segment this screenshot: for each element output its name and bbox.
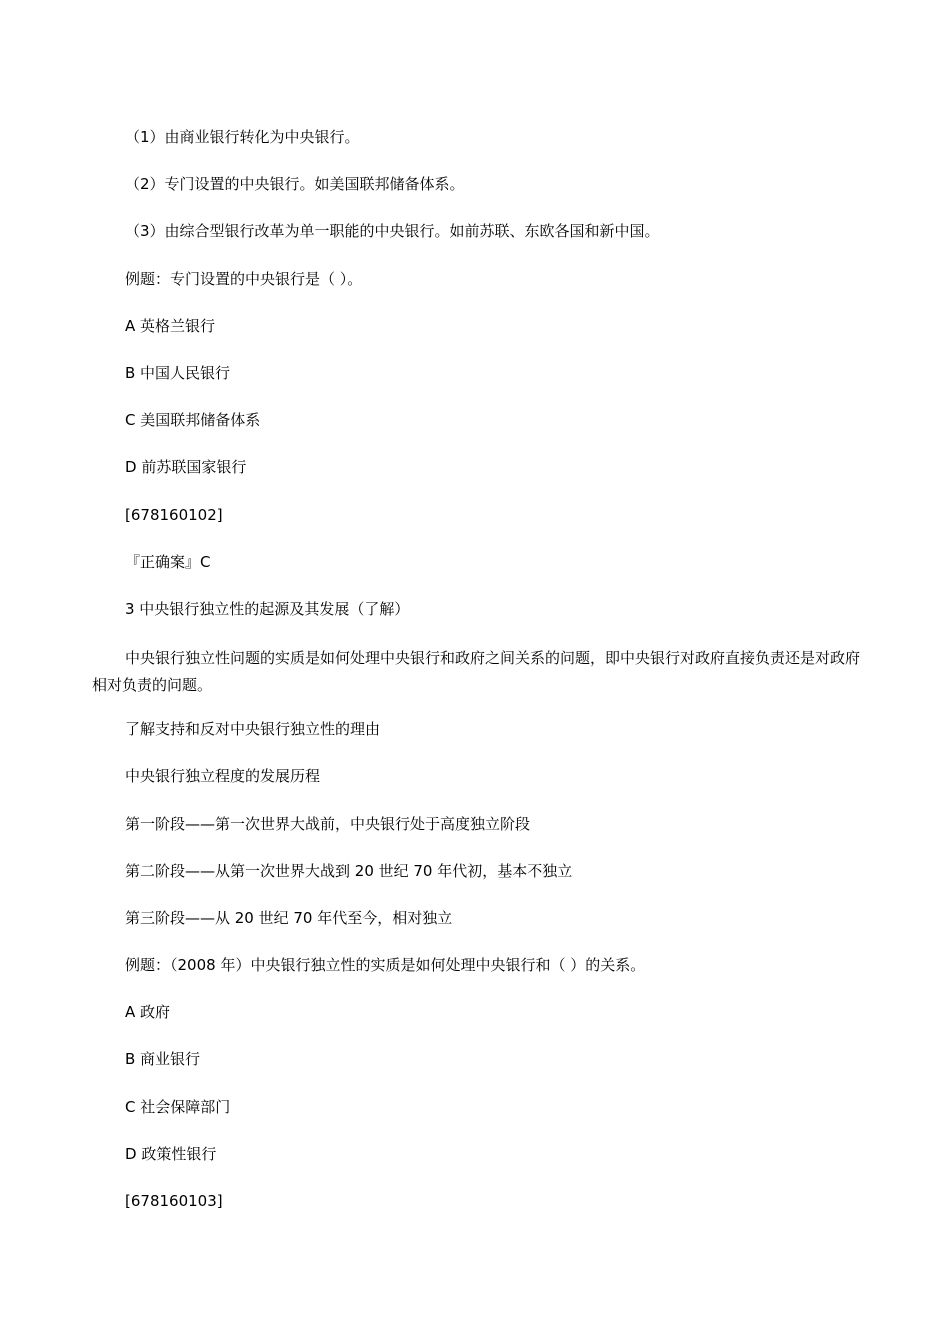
option-b-2: B 商业银行: [125, 1050, 201, 1068]
stage-3: 第三阶段——从 20 世纪 70 年代至今，相对独立: [125, 909, 453, 927]
origin-item-3: （3）由综合型银行改革为单一职能的中央银行。如前苏联、东欧各国和新中国。: [125, 222, 660, 240]
option-a-1: A 英格兰银行: [125, 317, 216, 335]
example-question-1: 例题：专门设置的中央银行是（ ）。: [125, 270, 363, 288]
origin-item-1: （1）由商业银行转化为中央银行。: [125, 128, 360, 146]
stage-1: 第一阶段——第一次世界大战前，中央银行处于高度独立阶段: [125, 815, 531, 833]
answer-1: 『正确案』C: [125, 553, 211, 571]
section-heading: 3 中央银行独立性的起源及其发展（了解）: [125, 600, 410, 618]
example-question-2: 例题：（2008 年）中央银行独立性的实质是如何处理中央银行和（ ）的关系。: [125, 956, 646, 974]
question-id-2: [678160103]: [125, 1192, 223, 1210]
option-c-1: C 美国联邦储备体系: [125, 411, 261, 429]
stage-2: 第二阶段——从第一次世界大战到 20 世纪 70 年代初，基本不独立: [125, 862, 573, 880]
independence-paragraph: 中央银行独立性问题的实质是如何处理中央银行和政府之间关系的问题，即中央银行对政府直接负责还是对政府相对负责的问题。: [92, 649, 861, 694]
reasons-line: 了解支持和反对中央银行独立性的理由: [125, 720, 381, 738]
history-heading: 中央银行独立程度的发展历程: [125, 767, 321, 785]
option-b-1: B 中国人民银行: [125, 364, 231, 382]
origin-item-2: （2）专门设置的中央银行。如美国联邦储备体系。: [125, 175, 465, 193]
option-c-2: C 社会保障部门: [125, 1098, 231, 1116]
option-a-2: A 政府: [125, 1003, 171, 1021]
question-id-1: [678160102]: [125, 506, 223, 524]
option-d-2: D 政策性银行: [125, 1145, 217, 1163]
option-d-1: D 前苏联国家银行: [125, 458, 247, 476]
